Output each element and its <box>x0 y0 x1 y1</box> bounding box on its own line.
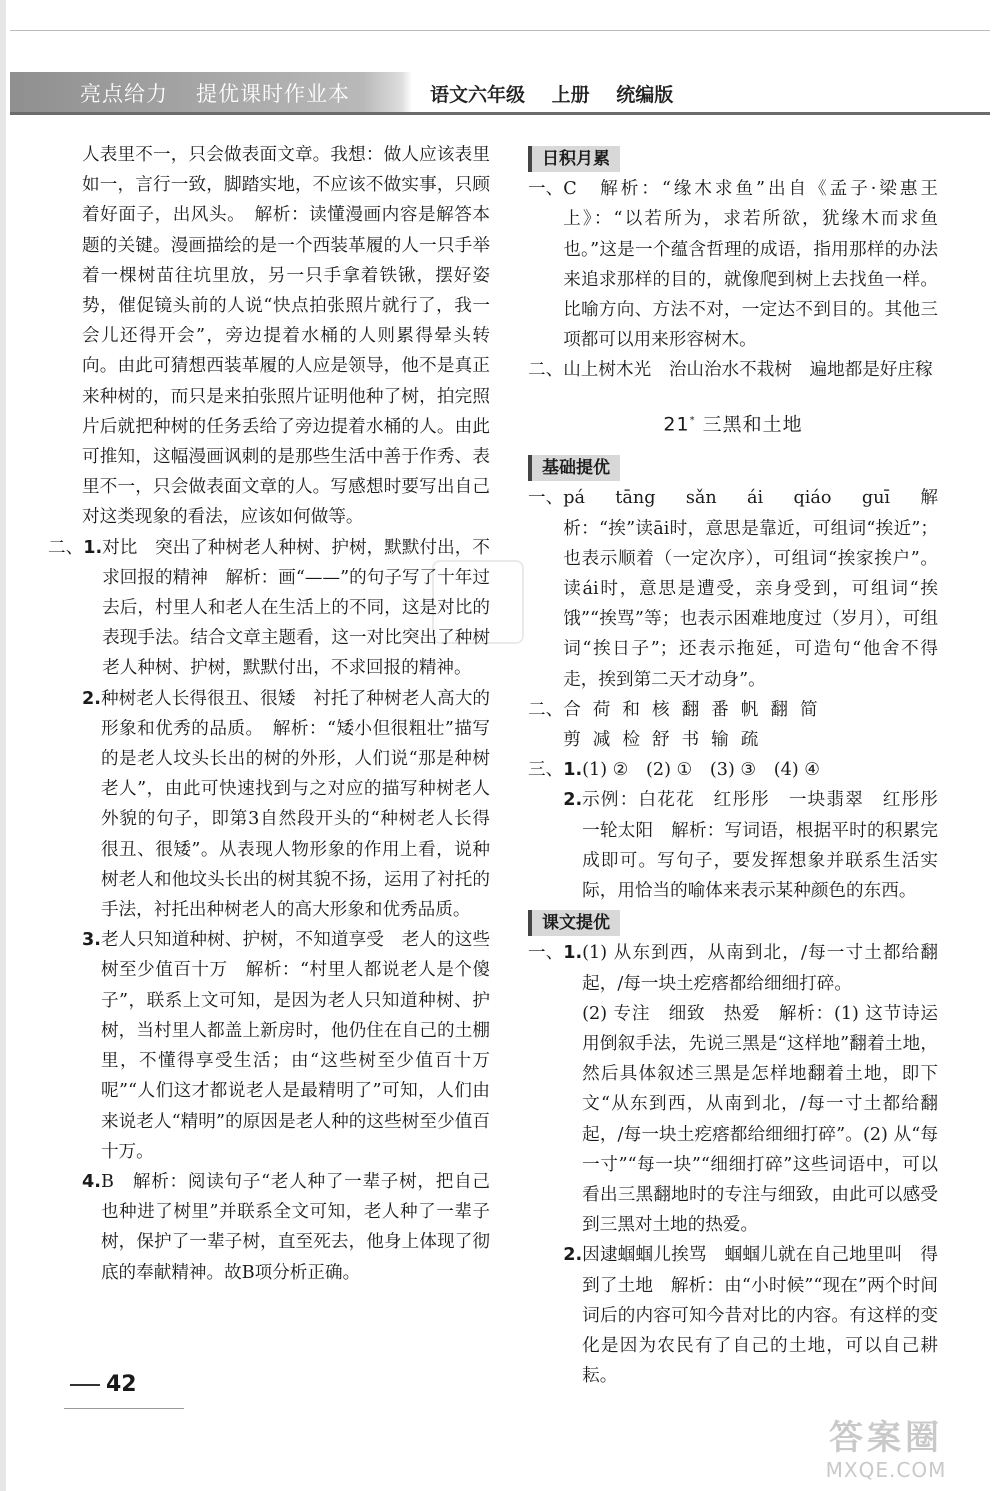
header-info <box>430 80 693 107</box>
basic-question-3-1-text: (1) ② (2) ① (3) ③ (4) ④ <box>582 760 821 781</box>
text-question-1-2-number: 2. <box>563 1245 583 1266</box>
basic-question-3-2 <box>563 785 956 906</box>
question-2-1 <box>83 533 490 684</box>
basic-question-3-1-number: 1. <box>563 760 583 781</box>
section-tag-basic: 基础提优 <box>528 455 620 481</box>
bottom-rule <box>64 1408 184 1409</box>
header-brand: 亮点给力 <box>80 82 168 106</box>
question-2-3 <box>82 925 490 1167</box>
text-question-1-1-number: 1. <box>563 943 583 964</box>
text-question-1-1-part-b: (2) 专注 细致 热爱 解析：(1) 这节诗运用倒叙手法，先说三黑是“这样地”翻着土地，然后具体叙述三黑是怎样地翻着土地，即下文“从东到西，从南到北，/每一寸土都给翻起，/每一块土疙瘩都给细细打碎”。(2) 从“每一寸”“每一块”“细细打碎”这些词语中，可以看出三黑翻地时的专注与细致，由此可以感受到三黑对土地的热爱。 <box>582 1003 938 1236</box>
page-header <box>10 72 990 115</box>
page-number <box>70 1372 137 1397</box>
binding-edge <box>0 0 6 1491</box>
question-2-2-text: 种树老人长得很丑、很矮 衬托了种树老人高大的形象和优秀的品质。 解析：“矮小但很粗壮”描写的是老人坟头长出的树的外形，人们说“那是种树老人”，由此可快速找到与之对应的描写种树老人外貌的句子，即第3自然段开头的“种树老人长得很丑、很矮”。从表现人物形象的作用上看，说种树老人和他坟头长出的树其貌不扬，运用了衬托的手法，衬托出种树老人的高大形象和优秀品质。 <box>100 688 490 921</box>
basic-question-3 <box>528 755 956 906</box>
basic-question-2 <box>528 695 938 755</box>
page-number-text: 42 <box>106 1372 137 1397</box>
basic-question-3-1 <box>563 755 938 785</box>
text-question-1-number: 一、 <box>528 943 564 964</box>
watermark-brand: 答案圈 <box>829 1418 943 1458</box>
question-2-4-number: 4. <box>82 1171 101 1192</box>
daily-question-1-text: C 解析：“缘木求鱼”出自《孟子·梁惠王上》：“以若所为，求若所欲，犹缘木而求鱼也。”这是一个蕴含哲理的成语，指用那样的办法来追求那样的目的，就像爬到树上去找鱼一样。比喻方向、方法不对，一定达不到目的。其他三项都可以用来形容树木。 <box>563 179 938 351</box>
question-2-number: 二、 <box>48 537 84 558</box>
basic-question-1-number: 一、 <box>528 488 564 509</box>
lesson-number: 21 <box>663 412 690 435</box>
top-rule <box>10 30 990 31</box>
basic-question-2-row-2: 剪减检舒书输疏 <box>563 729 771 750</box>
page-number-dash <box>70 1384 100 1386</box>
right-column <box>528 142 956 1391</box>
daily-question-1 <box>528 174 938 355</box>
text-question-1 <box>528 938 938 1391</box>
watermark <box>786 1418 986 1484</box>
daily-question-2 <box>528 355 938 385</box>
section-tag-daily: 日积月累 <box>528 146 620 172</box>
left-column <box>48 140 490 1288</box>
lesson-name: 三黑和土地 <box>702 412 803 435</box>
text-question-1-1 <box>563 938 938 1240</box>
header-edition: 统编版 <box>616 84 674 106</box>
question-2-3-text: 老人只知道种树、护树，不知道享受 老人的这些树至少值百十万 解析：“村里人都说老人是个傻子”，联系上文可知，是因为老人只知道种树、护树，当村里人都盖上新房时，他仍住在自己的土棚里，不懂得享受生活；由“这些树至少值百十万呢”“人们这才都说老人是最精明了”可知，人们由来说老人“精明”的原因是老人种的这些树至少值百十万。 <box>100 930 490 1162</box>
text-question-1-1-part-a: (1) 从东到西，从南到北，/每一寸土都给翻起，/每一块土疙瘩都给细细打碎。 <box>582 943 938 994</box>
basic-question-3-number: 三、 <box>528 760 564 781</box>
intro-answer: 人表里不一，只会做表面文章。我想：做人应该表里如一，言行一致，脚踏实地，不应该不做实事，只顾着好面子，出风头。 解析：读懂漫画内容是解答本题的关键。漫画描绘的是一个西装革履的人一只手举着一棵树苗往坑里放，另一只手拿着铁锹，摆好姿势，催促镜头前的人说“快点拍张照片就行了，我一会儿还得开会”，旁边提着水桶的人则累得晕头转向。由此可猜想西装革履的人应是领导，他不是真正来种树的，而只是来拍张照片证明他种了树，拍完照片后就把种树的任务丢给了旁边提着水桶的人。由此可推知，这幅漫画讽刺的是那些生活中善于作秀、表里不一，只会做表面文章的人。写感想时要写出自己对这类现象的看法，应该如何做等。 <box>82 145 490 528</box>
header-subject: 语文六年级 <box>430 84 526 106</box>
header-volume: 上册 <box>551 84 590 106</box>
section-tag-text: 课文提优 <box>528 910 620 936</box>
basic-question-1-text: pá tāng sǎn ái qiáo guī 解析：“挨”读āi时，意思是靠近，可组词“挨近”；也表示顺着（一定次序），可组词“挨家挨户”。读ái时，意思是遭受，亲身受到，可组词“挨饿”“挨骂”等；也表示困难地度过（岁月），可组词“挨日子”；还表示拖延，可造句“他舍不得走，挨到第二天才动身”。 <box>563 488 938 690</box>
basic-question-3-2-number: 2. <box>563 790 583 811</box>
question-2-2-number: 2. <box>82 688 101 709</box>
question-2-1-number: 1. <box>83 537 103 558</box>
basic-question-3-2-text: 示例：白花花 红彤彤 一块翡翠 红彤彤 一轮太阳 解析：写词语，根据平时的积累完成即可。写句子，要发挥想象并联系生活实际，用恰当的喻体来表示某种颜色的东西。 <box>582 790 956 901</box>
watermark-url: MXQE.COM <box>825 1458 947 1482</box>
basic-question-2-number: 二、 <box>528 699 564 720</box>
question-2-2 <box>82 684 490 926</box>
text-question-1-2 <box>563 1240 938 1391</box>
daily-question-1-number: 一、 <box>528 179 564 200</box>
question-2-4-text: B 解析：阅读句子“老人种了一辈子树，把自己也种进了树里”并联系全文可知，老人种了一辈子树，保护了一辈子树，直至死去，他身上体现了彻底的奉献精神。故B项分析正确。 <box>100 1171 490 1283</box>
lesson-mark: * <box>689 414 696 426</box>
daily-question-2-text: 山上树木光 治山治水不栽树 遍地都是好庄稼 <box>563 360 933 381</box>
question-2-3-number: 3. <box>82 930 101 951</box>
question-2-4 <box>82 1167 490 1288</box>
question-2 <box>48 533 490 684</box>
daily-question-2-number: 二、 <box>528 360 564 381</box>
question-2-1-text: 对比 突出了种树老人种树、护树，默默付出，不求回报的精神 解析：画“——”的句子写了十年过去后，村里人和老人在生活上的不同，这是对比的表现手法。结合文章主题看，这一对比突出了种树老人种树、护树，默默付出，不求回报的精神。 <box>102 537 490 679</box>
basic-question-1 <box>528 483 938 694</box>
header-series: 提优课时作业本 <box>196 82 350 106</box>
lesson-title <box>528 406 938 440</box>
text-question-1-2-text: 因逮蝈蝈儿挨骂 蝈蝈儿就在自己地里叫 得到了土地 解析：由“小时候”“现在”两个时间词后的内容可知今昔对比的内容。有这样的变化是因为农民有了自己的土地，可以自己耕耘。 <box>582 1245 938 1387</box>
basic-question-2-row-1: 合荷和核翻番帆翻简 <box>563 699 830 720</box>
